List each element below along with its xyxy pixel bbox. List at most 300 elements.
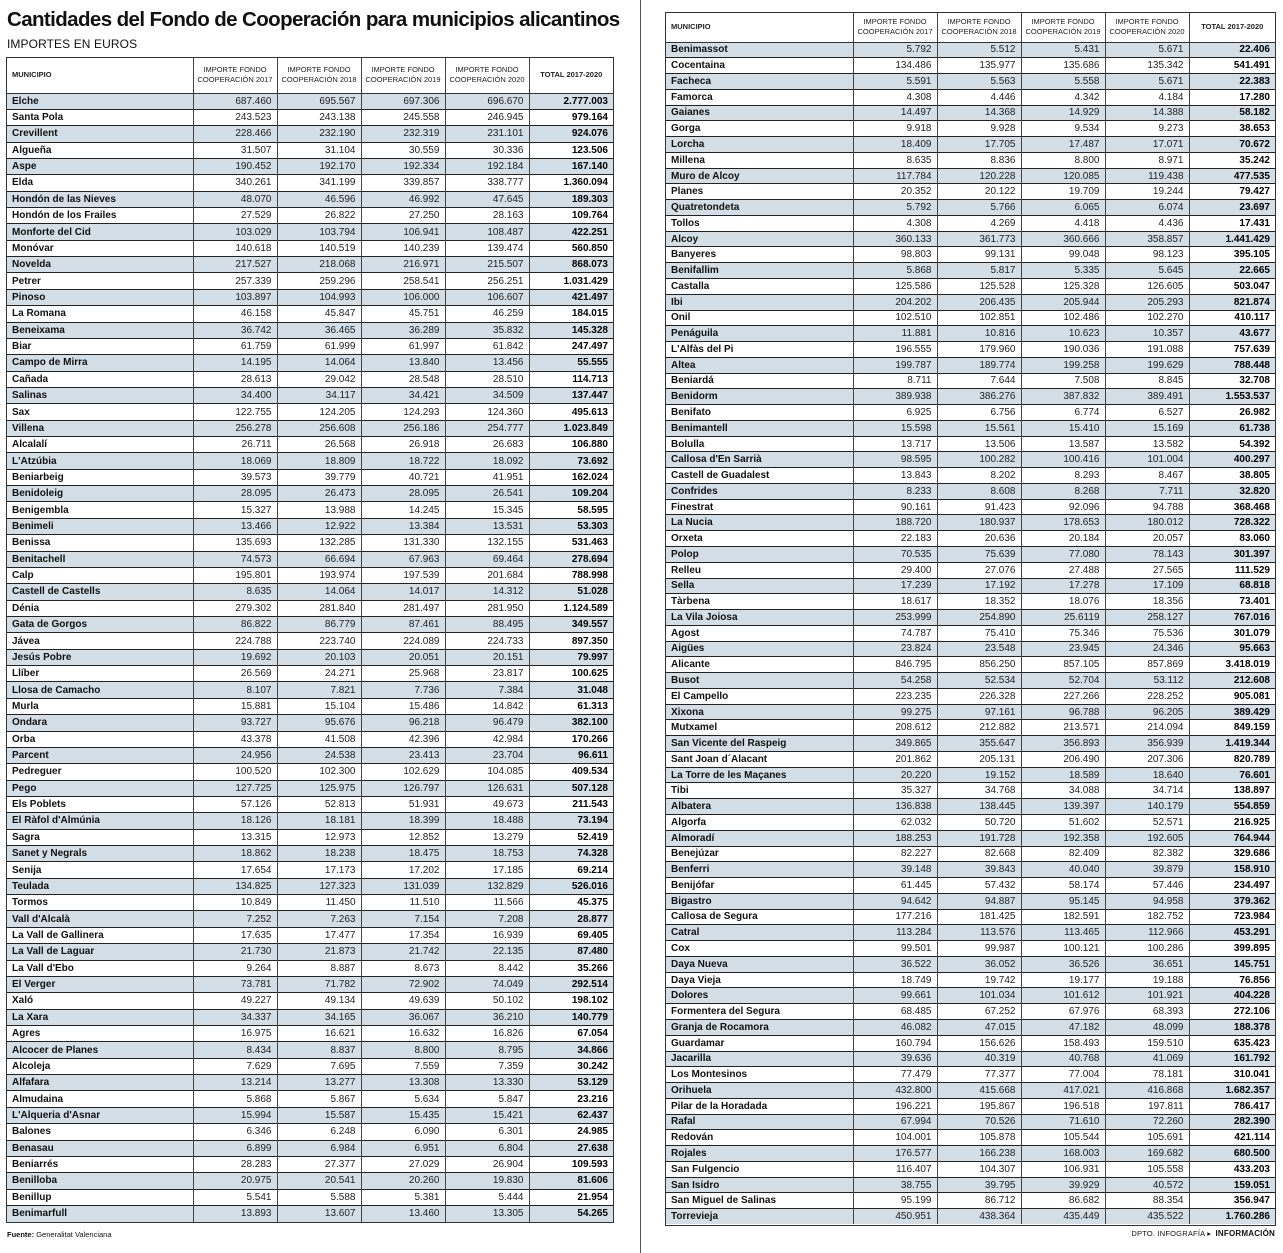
cell-total: 979.164	[529, 109, 613, 125]
table-row	[666, 767, 1275, 783]
cell-2018: 12.922	[277, 518, 361, 534]
cell-2018: 77.377	[937, 1067, 1021, 1083]
cell-2017: 190.452	[193, 158, 277, 174]
cell-2019: 8.293	[1021, 468, 1105, 484]
cell-total: 73.401	[1189, 594, 1275, 610]
cell-2017: 61.445	[853, 878, 937, 894]
cell-municipio: Benasau	[12, 1142, 54, 1154]
table-row	[7, 453, 613, 469]
cell-total: 188.378	[1189, 1019, 1275, 1035]
cell-2019: 30.559	[361, 142, 445, 158]
cell-total: 212.608	[1189, 673, 1275, 689]
cell-2019: 27.488	[1021, 562, 1105, 578]
cell-2019: 13.840	[361, 355, 445, 371]
cell-municipio: San Fulgencio	[671, 1163, 740, 1175]
table-row	[7, 976, 613, 992]
cell-2020: 98.123	[1105, 247, 1189, 263]
cell-2017: 104.001	[853, 1130, 937, 1146]
cell-2019: 232.319	[361, 126, 445, 142]
cell-2020: 135.342	[1105, 58, 1189, 74]
table-row	[7, 1009, 613, 1025]
cell-municipio: Novelda	[12, 259, 51, 271]
cell-2019: 36.526	[1021, 956, 1105, 972]
cell-total: 477.535	[1189, 168, 1275, 184]
cell-municipio: La Torre de les Maçanes	[671, 769, 787, 781]
cell-2020: 40.572	[1105, 1177, 1189, 1193]
cell-2020: 13.582	[1105, 436, 1189, 452]
cell-municipio: Callosa de Segura	[671, 911, 758, 923]
cell-2017: 687.460	[193, 93, 277, 109]
cell-total: 301.079	[1189, 625, 1275, 641]
municipios-table-right	[665, 12, 1276, 1226]
cell-municipio: Monóvar	[12, 242, 54, 254]
cell-2018: 20.122	[937, 184, 1021, 200]
cell-2017: 18.126	[193, 813, 277, 829]
cell-2018: 205.131	[937, 751, 1021, 767]
table-row	[666, 531, 1275, 547]
cell-2020: 96.205	[1105, 704, 1189, 720]
cell-2019: 67.976	[1021, 1004, 1105, 1020]
cell-2017: 113.284	[853, 925, 937, 941]
cell-2018: 66.694	[277, 551, 361, 567]
cell-2020: 197.811	[1105, 1098, 1189, 1114]
cell-2018: 104.993	[277, 289, 361, 305]
cell-2017: 67.994	[853, 1114, 937, 1130]
cell-2018: 27.377	[277, 1156, 361, 1172]
cell-municipio: Sant Joan d´Alacant	[671, 753, 768, 765]
cell-total: 109.204	[529, 486, 613, 502]
table-row	[7, 1173, 613, 1189]
cell-2018: 101.034	[937, 988, 1021, 1004]
page-subtitle: IMPORTES EN EUROS	[7, 37, 138, 51]
cell-2019: 192.358	[1021, 830, 1105, 846]
cell-2018: 34.165	[277, 1009, 361, 1025]
cell-2019: 95.145	[1021, 893, 1105, 909]
cell-2017: 34.337	[193, 1009, 277, 1025]
cell-total: 52.419	[529, 829, 613, 845]
cell-2019: 18.475	[361, 846, 445, 862]
cell-2017: 846.795	[853, 657, 937, 673]
cell-2019: 86.682	[1021, 1193, 1105, 1209]
cell-2018: 15.587	[277, 1107, 361, 1123]
cell-total: 111.529	[1189, 562, 1275, 578]
cell-2020: 5.645	[1105, 263, 1189, 279]
cell-municipio: Beneixama	[12, 324, 65, 336]
cell-total: 61.313	[529, 698, 613, 714]
table-row	[7, 1025, 613, 1041]
cell-2018: 4.269	[937, 215, 1021, 231]
cell-2017: 160.794	[853, 1035, 937, 1051]
cell-2019: 4.418	[1021, 215, 1105, 231]
table-row	[666, 1083, 1275, 1099]
cell-2018: 5.817	[937, 263, 1021, 279]
cell-2020: 246.945	[445, 109, 529, 125]
cell-2019: 190.036	[1021, 342, 1105, 358]
cell-2020: 78.143	[1105, 547, 1189, 563]
cell-2017: 5.792	[853, 200, 937, 216]
cell-municipio: Bolulla	[671, 438, 705, 450]
cell-total: 868.073	[529, 257, 613, 273]
cell-municipio: Elche	[12, 95, 39, 107]
cell-2018: 99.987	[937, 941, 1021, 957]
cell-2020: 338.777	[445, 175, 529, 191]
cell-2020: 132.155	[445, 535, 529, 551]
cell-2018: 179.960	[937, 342, 1021, 358]
cell-total: 158.910	[1189, 862, 1275, 878]
cell-2017: 196.555	[853, 342, 937, 358]
cell-2017: 19.692	[193, 649, 277, 665]
cell-2018: 57.432	[937, 878, 1021, 894]
table-row	[7, 600, 613, 616]
credit-text: DPTO. INFOGRAFÍA	[1131, 1229, 1205, 1238]
cell-total: 368.468	[1189, 499, 1275, 515]
cell-municipio: Facheca	[671, 75, 712, 87]
header-municipio: MUNICIPIO	[666, 13, 853, 42]
cell-2017: 135.693	[193, 535, 277, 551]
cell-total: 905.081	[1189, 688, 1275, 704]
cell-total: 68.818	[1189, 578, 1275, 594]
cell-2020: 78.181	[1105, 1067, 1189, 1083]
cell-municipio: El Verger	[12, 979, 56, 991]
cell-total: 140.779	[529, 1009, 613, 1025]
cell-2018: 20.636	[937, 531, 1021, 547]
cell-2018: 341.199	[277, 175, 361, 191]
cell-municipio: Alcocer de Planes	[12, 1044, 99, 1056]
table-row	[7, 404, 613, 420]
cell-2017: 117.784	[853, 168, 937, 184]
cell-2019: 77.080	[1021, 547, 1105, 563]
cell-municipio: Llosa de Camacho	[12, 684, 101, 696]
cell-2019: 96.218	[361, 715, 445, 731]
cell-2017: 8.635	[853, 152, 937, 168]
cell-total: 635.423	[1189, 1035, 1275, 1051]
cell-2017: 99.661	[853, 988, 937, 1004]
cell-total: 145.751	[1189, 956, 1275, 972]
cell-2018: 18.181	[277, 813, 361, 829]
table-row	[666, 1209, 1275, 1225]
cell-total: 24.985	[529, 1124, 613, 1140]
table-row	[666, 1051, 1275, 1067]
cell-2018: 856.250	[937, 657, 1021, 673]
cell-total: 422.251	[529, 224, 613, 240]
cell-total: 32.708	[1189, 373, 1275, 389]
cell-municipio: Pilar de la Horadada	[671, 1100, 768, 1112]
cell-2019: 20.184	[1021, 531, 1105, 547]
cell-2018: 97.161	[937, 704, 1021, 720]
cell-municipio: Pedreguer	[12, 766, 62, 778]
table-row	[666, 673, 1275, 689]
cell-total: 30.242	[529, 1058, 613, 1074]
cell-municipio: Redován	[671, 1132, 714, 1144]
cell-2017: 116.407	[853, 1161, 937, 1177]
cell-total: 17.280	[1189, 89, 1275, 105]
header-2017: IMPORTE FONDO COOPERACIÓN 2017	[193, 58, 277, 93]
cell-2018: 17.477	[277, 927, 361, 943]
cell-total: 554.859	[1189, 799, 1275, 815]
cell-2019: 158.493	[1021, 1035, 1105, 1051]
cell-total: 21.954	[529, 1189, 613, 1205]
cell-2018: 4.446	[937, 89, 1021, 105]
cell-total: 410.117	[1189, 310, 1275, 326]
cell-2020: 224.733	[445, 633, 529, 649]
cell-2019: 17.354	[361, 927, 445, 943]
table-row	[666, 420, 1275, 436]
cell-total: 53.129	[529, 1075, 613, 1091]
cell-2017: 432.800	[853, 1083, 937, 1099]
cell-2020: 39.879	[1105, 862, 1189, 878]
cell-2020: 207.306	[1105, 751, 1189, 767]
cell-2017: 224.788	[193, 633, 277, 649]
table-row	[666, 688, 1275, 704]
cell-2020: 101.921	[1105, 988, 1189, 1004]
cell-2019: 131.330	[361, 535, 445, 551]
cell-2018: 94.887	[937, 893, 1021, 909]
table-row	[666, 562, 1275, 578]
cell-2017: 257.339	[193, 273, 277, 289]
cell-total: 310.041	[1189, 1067, 1275, 1083]
cell-2020: 6.301	[445, 1124, 529, 1140]
cell-2019: 6.065	[1021, 200, 1105, 216]
cell-total: 1.023.849	[529, 420, 613, 436]
cell-2020: 18.640	[1105, 767, 1189, 783]
cell-2019: 697.306	[361, 93, 445, 109]
cell-2019: 45.751	[361, 306, 445, 322]
cell-2020: 4.436	[1105, 215, 1189, 231]
cell-2017: 8.711	[853, 373, 937, 389]
cell-2019: 245.558	[361, 109, 445, 125]
cell-municipio: Vall d'Alcalà	[12, 913, 70, 925]
cell-municipio: Cox	[671, 943, 690, 955]
cell-municipio: Tàrbena	[671, 596, 710, 608]
cell-2019: 4.342	[1021, 89, 1105, 105]
table-row	[7, 682, 613, 698]
cell-municipio: Jávea	[12, 635, 40, 647]
cell-municipio: Benferri	[671, 864, 710, 876]
cell-2019: 39.929	[1021, 1177, 1105, 1193]
cell-2018: 86.712	[937, 1193, 1021, 1209]
cell-2020: 42.984	[445, 731, 529, 747]
cell-municipio: Salinas	[12, 390, 48, 402]
cell-total: 54.392	[1189, 436, 1275, 452]
cell-2017: 4.308	[853, 89, 937, 105]
cell-2019: 125.328	[1021, 278, 1105, 294]
cell-total: 1.760.286	[1189, 1209, 1275, 1225]
table-row	[666, 893, 1275, 909]
cell-2017: 217.527	[193, 257, 277, 273]
header-total: TOTAL 2017-2020	[529, 58, 613, 93]
cell-2020: 13.305	[445, 1205, 529, 1221]
cell-total: 382.100	[529, 715, 613, 731]
cell-municipio: Mutxamel	[671, 722, 718, 734]
cell-2018: 36.052	[937, 956, 1021, 972]
cell-2018: 19.152	[937, 767, 1021, 783]
cell-total: 184.015	[529, 306, 613, 322]
cell-total: 45.375	[529, 895, 613, 911]
cell-2019: 8.673	[361, 960, 445, 976]
cell-municipio: Gata de Gorgos	[12, 619, 88, 631]
cell-2019: 9.534	[1021, 121, 1105, 137]
cell-municipio: L'Atzúbia	[12, 455, 57, 467]
cell-municipio: Sanet y Negrals	[12, 848, 88, 860]
cell-total: 282.390	[1189, 1114, 1275, 1130]
cell-municipio: Onil	[671, 312, 691, 324]
header-2019: IMPORTE FONDO COOPERACIÓN 2019	[361, 58, 445, 93]
table-row	[666, 1035, 1275, 1051]
cell-2017: 18.409	[853, 137, 937, 153]
cell-2020: 47.645	[445, 191, 529, 207]
cell-2019: 100.416	[1021, 452, 1105, 468]
cell-2020: 16.939	[445, 927, 529, 943]
cell-municipio: Benillup	[12, 1191, 52, 1203]
cell-2019: 77.004	[1021, 1067, 1105, 1083]
cell-2018: 23.548	[937, 641, 1021, 657]
cell-2019: 113.465	[1021, 925, 1105, 941]
cell-2019: 199.258	[1021, 357, 1105, 373]
cell-2017: 34.400	[193, 387, 277, 403]
cell-2017: 28.613	[193, 371, 277, 387]
cell-total: 757.639	[1189, 342, 1275, 358]
cell-2017: 46.158	[193, 306, 277, 322]
cell-total: 820.789	[1189, 751, 1275, 767]
cell-municipio: Monforte del Cid	[12, 226, 91, 238]
cell-2017: 29.400	[853, 562, 937, 578]
cell-2020: 96.479	[445, 715, 529, 731]
cell-2017: 95.199	[853, 1193, 937, 1209]
cell-2017: 223.235	[853, 688, 937, 704]
cell-2019: 216.971	[361, 257, 445, 273]
cell-2018: 259.296	[277, 273, 361, 289]
cell-total: 764.944	[1189, 830, 1275, 846]
table-row	[666, 1019, 1275, 1035]
cell-2017: 5.792	[853, 42, 937, 58]
table-row	[7, 158, 613, 174]
cell-total: 507.128	[529, 780, 613, 796]
table-row	[7, 518, 613, 534]
table-row	[666, 452, 1275, 468]
cell-2019: 105.544	[1021, 1130, 1105, 1146]
cell-2017: 188.720	[853, 515, 937, 531]
cell-2019: 102.486	[1021, 310, 1105, 326]
table-row	[7, 993, 613, 1009]
cell-total: 76.856	[1189, 972, 1275, 988]
cell-total: 17.431	[1189, 215, 1275, 231]
cell-total: 22.383	[1189, 74, 1275, 90]
cell-2019: 124.293	[361, 404, 445, 420]
cell-2020: 52.571	[1105, 815, 1189, 831]
cell-2020: 14.312	[445, 584, 529, 600]
table-row	[7, 387, 613, 403]
cell-2017: 48.070	[193, 191, 277, 207]
cell-2020: 105.691	[1105, 1130, 1189, 1146]
cell-2020: 139.474	[445, 240, 529, 256]
cell-2017: 98.595	[853, 452, 937, 468]
cell-2019: 5.634	[361, 1091, 445, 1107]
cell-2019: 7.508	[1021, 373, 1105, 389]
cell-2020: 435.522	[1105, 1209, 1189, 1225]
cell-2020: 74.049	[445, 976, 529, 992]
credit-note	[1131, 1229, 1275, 1238]
cell-2017: 4.308	[853, 215, 937, 231]
cell-2017: 17.635	[193, 927, 277, 943]
cell-2018: 17.173	[277, 862, 361, 878]
source-note	[7, 1230, 112, 1239]
cell-2020: 41.069	[1105, 1051, 1189, 1067]
table-row	[666, 909, 1275, 925]
cell-2017: 36.742	[193, 322, 277, 338]
cell-2017: 103.897	[193, 289, 277, 305]
cell-2020: 258.127	[1105, 610, 1189, 626]
cell-2020: 9.273	[1105, 121, 1189, 137]
cell-2019: 17.487	[1021, 137, 1105, 153]
table-row	[7, 535, 613, 551]
cell-2017: 5.868	[853, 263, 937, 279]
credit-arrow-icon: ▸	[1207, 1229, 1212, 1238]
table-row	[7, 289, 613, 305]
cell-2020: 228.252	[1105, 688, 1189, 704]
cell-2020: 6.804	[445, 1140, 529, 1156]
cell-2018: 34.768	[937, 783, 1021, 799]
cell-municipio: Hondón de las Nieves	[12, 193, 116, 205]
table-row	[666, 1146, 1275, 1162]
cell-2018: 50.720	[937, 815, 1021, 831]
table-row	[7, 944, 613, 960]
cell-total: 395.105	[1189, 247, 1275, 263]
cell-municipio: Alicante	[671, 659, 710, 671]
cell-2019: 139.397	[1021, 799, 1105, 815]
cell-2019: 356.893	[1021, 736, 1105, 752]
cell-municipio: Benilloba	[12, 1175, 58, 1187]
cell-2020: 5.671	[1105, 74, 1189, 90]
cell-2018: 232.190	[277, 126, 361, 142]
table-row	[666, 815, 1275, 831]
cell-total: 58.182	[1189, 105, 1275, 121]
cell-total: 62.437	[529, 1107, 613, 1123]
cell-municipio: Famorca	[671, 91, 713, 103]
cell-total: 159.051	[1189, 1177, 1275, 1193]
cell-2018: 105.878	[937, 1130, 1021, 1146]
cell-2017: 18.862	[193, 846, 277, 862]
cell-2019: 46.992	[361, 191, 445, 207]
cell-2018: 24.538	[277, 747, 361, 763]
cell-2020: 34.509	[445, 387, 529, 403]
cell-2019: 15.435	[361, 1107, 445, 1123]
cell-municipio: El Ràfol d'Almúnia	[12, 815, 100, 827]
credit-brand: INFORMACIÓN	[1215, 1229, 1275, 1238]
table-row	[7, 813, 613, 829]
table-row	[7, 273, 613, 289]
cell-total: 28.877	[529, 911, 613, 927]
cell-municipio: Finestrat	[671, 501, 714, 513]
table-row	[666, 594, 1275, 610]
cell-2019: 7.154	[361, 911, 445, 927]
cell-2017: 14.195	[193, 355, 277, 371]
cell-total: 1.360.094	[529, 175, 613, 191]
table-row	[666, 1177, 1275, 1193]
cell-2020: 88.495	[445, 617, 529, 633]
cell-2018: 156.626	[937, 1035, 1021, 1051]
cell-municipio: Alcoy	[671, 233, 699, 245]
table-row	[7, 371, 613, 387]
cell-municipio: San Vicente del Raspeig	[671, 738, 787, 750]
cell-2019: 7.559	[361, 1058, 445, 1074]
cell-2018: 49.134	[277, 993, 361, 1009]
cell-2019: 18.589	[1021, 767, 1105, 783]
table-row	[7, 829, 613, 845]
table-row	[666, 736, 1275, 752]
cell-2019: 258.541	[361, 273, 445, 289]
cell-2017: 82.227	[853, 846, 937, 862]
cell-municipio: La Nucia	[671, 517, 713, 529]
